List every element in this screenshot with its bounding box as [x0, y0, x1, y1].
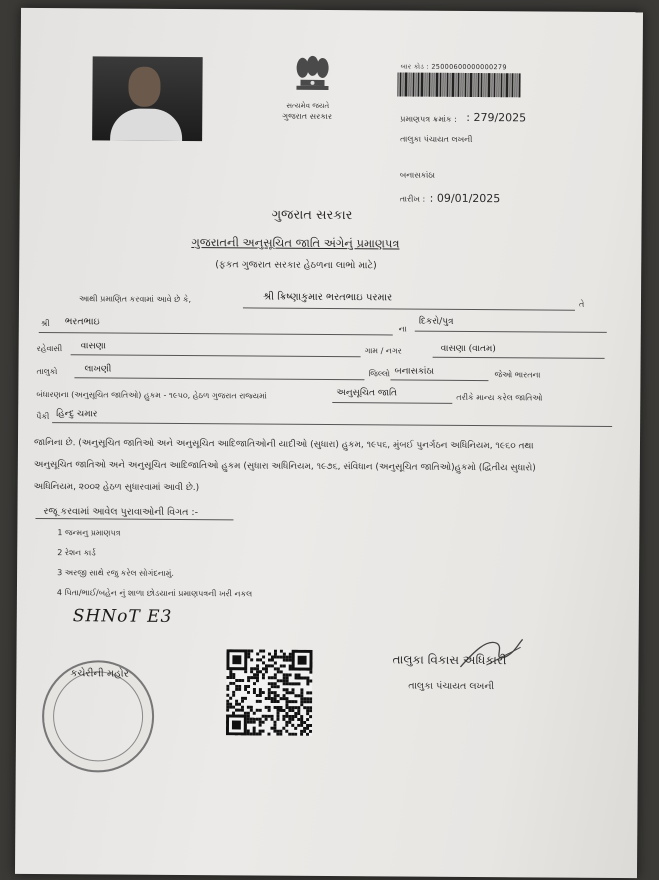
district-label: જિલ્લો: [368, 369, 391, 379]
legal-paragraph-line-1: જાનિના છે. (અનુસૂચિત જાતિઓ અને અનુસૂચિત આદિજાતિઓની યાદીઓ (સુધારા) હુકમ, ૧૯૫૬, મુંબઈ પુનર્ગઠન અધિનિયમ, ૧૯૬૦ તથા: [33, 437, 534, 452]
legal-paragraph-line-3: અધિનિયમ, ૨૦૦૨ હેઠળ સુધારવામાં આવી છે.): [33, 481, 200, 494]
intro-text: આથી પ્રમાણિત કરવામાં આવે છે કે,: [78, 294, 192, 305]
office-name: તાલુકા પંચાયત લખની: [400, 134, 473, 144]
village-value: વાસણા (વાતમ): [440, 343, 496, 355]
handwritten-note: SHNoT E3: [72, 606, 173, 627]
barcode: [397, 72, 547, 97]
seal-label: કચેરીની મહોર: [70, 668, 129, 680]
evidence-heading: રજૂ કરવામાં આવેલ પુરાવાઓની વિગત :-: [43, 506, 199, 519]
applicant-photo: [92, 56, 203, 141]
district-value: બનાસકાંઠા: [394, 366, 434, 377]
evidence-item: 4 પિતા/ભાઈ/બહેન નું શાળા છોડયાનાં પ્રમાણપત્રની ખરી નકલ: [56, 588, 253, 599]
shri-label: શ્રી: [40, 318, 50, 329]
state-emblem-icon: [282, 46, 342, 102]
barcode-label: બાર કોડ : 25000600000000279: [400, 62, 507, 72]
relation-value: દિકરો/પુત્ર: [418, 316, 454, 327]
legal-paragraph-line-2: અનુસૂચિત જાતિઓ અને અનુસૂચિત આદિજાતિઓ હુકમ (સુધારા અધિનિયમ, ૧૯૭૬, સંવિધાન (અનુસૂચિત જાતિઓ)હુકમો (દ્વિતીય સુધારો): [33, 459, 536, 474]
emblem-motto: સત્યમેવ જયતે: [286, 101, 330, 110]
te-text: તે: [578, 299, 585, 309]
taluka-value: લાખણી: [84, 364, 112, 375]
sub-caste-value: હિન્દુ ચમાર: [56, 409, 98, 420]
district-name: બનાસકાંઠા: [399, 170, 435, 180]
date-value: : 09/01/2025: [429, 191, 501, 206]
qr-code: [226, 649, 313, 736]
officer-office: તાલુકા પંચાયત લખની: [408, 680, 495, 693]
certificate-paper: [15, 8, 643, 878]
cert-no-value: : 279/2025: [466, 110, 527, 125]
applicant-name: શ્રી ક્રિષ્ણાકુમાર ભરતભાઇ પરમાર: [262, 291, 393, 304]
sub-caste-prefix: પૈકી: [36, 411, 50, 422]
caste-category: અનુસૂચિત જાતિ: [336, 388, 398, 399]
recognized-text: તરીકે માન્ય કરેલ જાતિઓ: [456, 392, 543, 403]
certificate-subtitle: (ફકત ગુજરાત સરકાર હેઠળના લાભો માટે): [215, 259, 377, 272]
date-label: તારીખ :: [399, 194, 426, 204]
emblem-govt-text: ગુજરાત સરકાર: [282, 111, 333, 122]
certificate-title: ગુજરાતની અનુસૂચિત જાતિ અંગેનું પ્રમાણપત્ર: [191, 235, 400, 251]
resident-value: વાસણા: [80, 341, 106, 352]
na-label: ના: [398, 324, 407, 334]
evidence-item: 3 અરજી સાથે રજુ કરેલ સોગંદનામું.: [57, 568, 175, 578]
constitution-text: બંધારણના (અનુસૂચિત જાતિઓ) હુકમ - ૧૯૫૦, હેઠળ ગુજરાત રાજ્યમાં: [36, 389, 267, 401]
evidence-item: 2 રેશન કાર્ડ: [57, 548, 96, 558]
officer-title: તાલુકા વિકાસ અધિકારી: [392, 652, 507, 668]
village-label: ગામ / નગર: [364, 346, 402, 356]
resident-label: રહેવાસી: [36, 343, 63, 354]
govt-title: ગુજરાત સરકાર: [271, 207, 353, 224]
cert-no-label: પ્રમાણપત્ર ક્રમાંક :: [400, 114, 457, 124]
evidence-item: 1 જન્મનુ પ્રમાણપત્ર: [57, 528, 121, 538]
taluka-label: તાલુકો: [36, 366, 58, 377]
father-name: ભરતભાઇ: [64, 316, 100, 328]
je-label: જેઓ ભારતના: [494, 370, 541, 380]
